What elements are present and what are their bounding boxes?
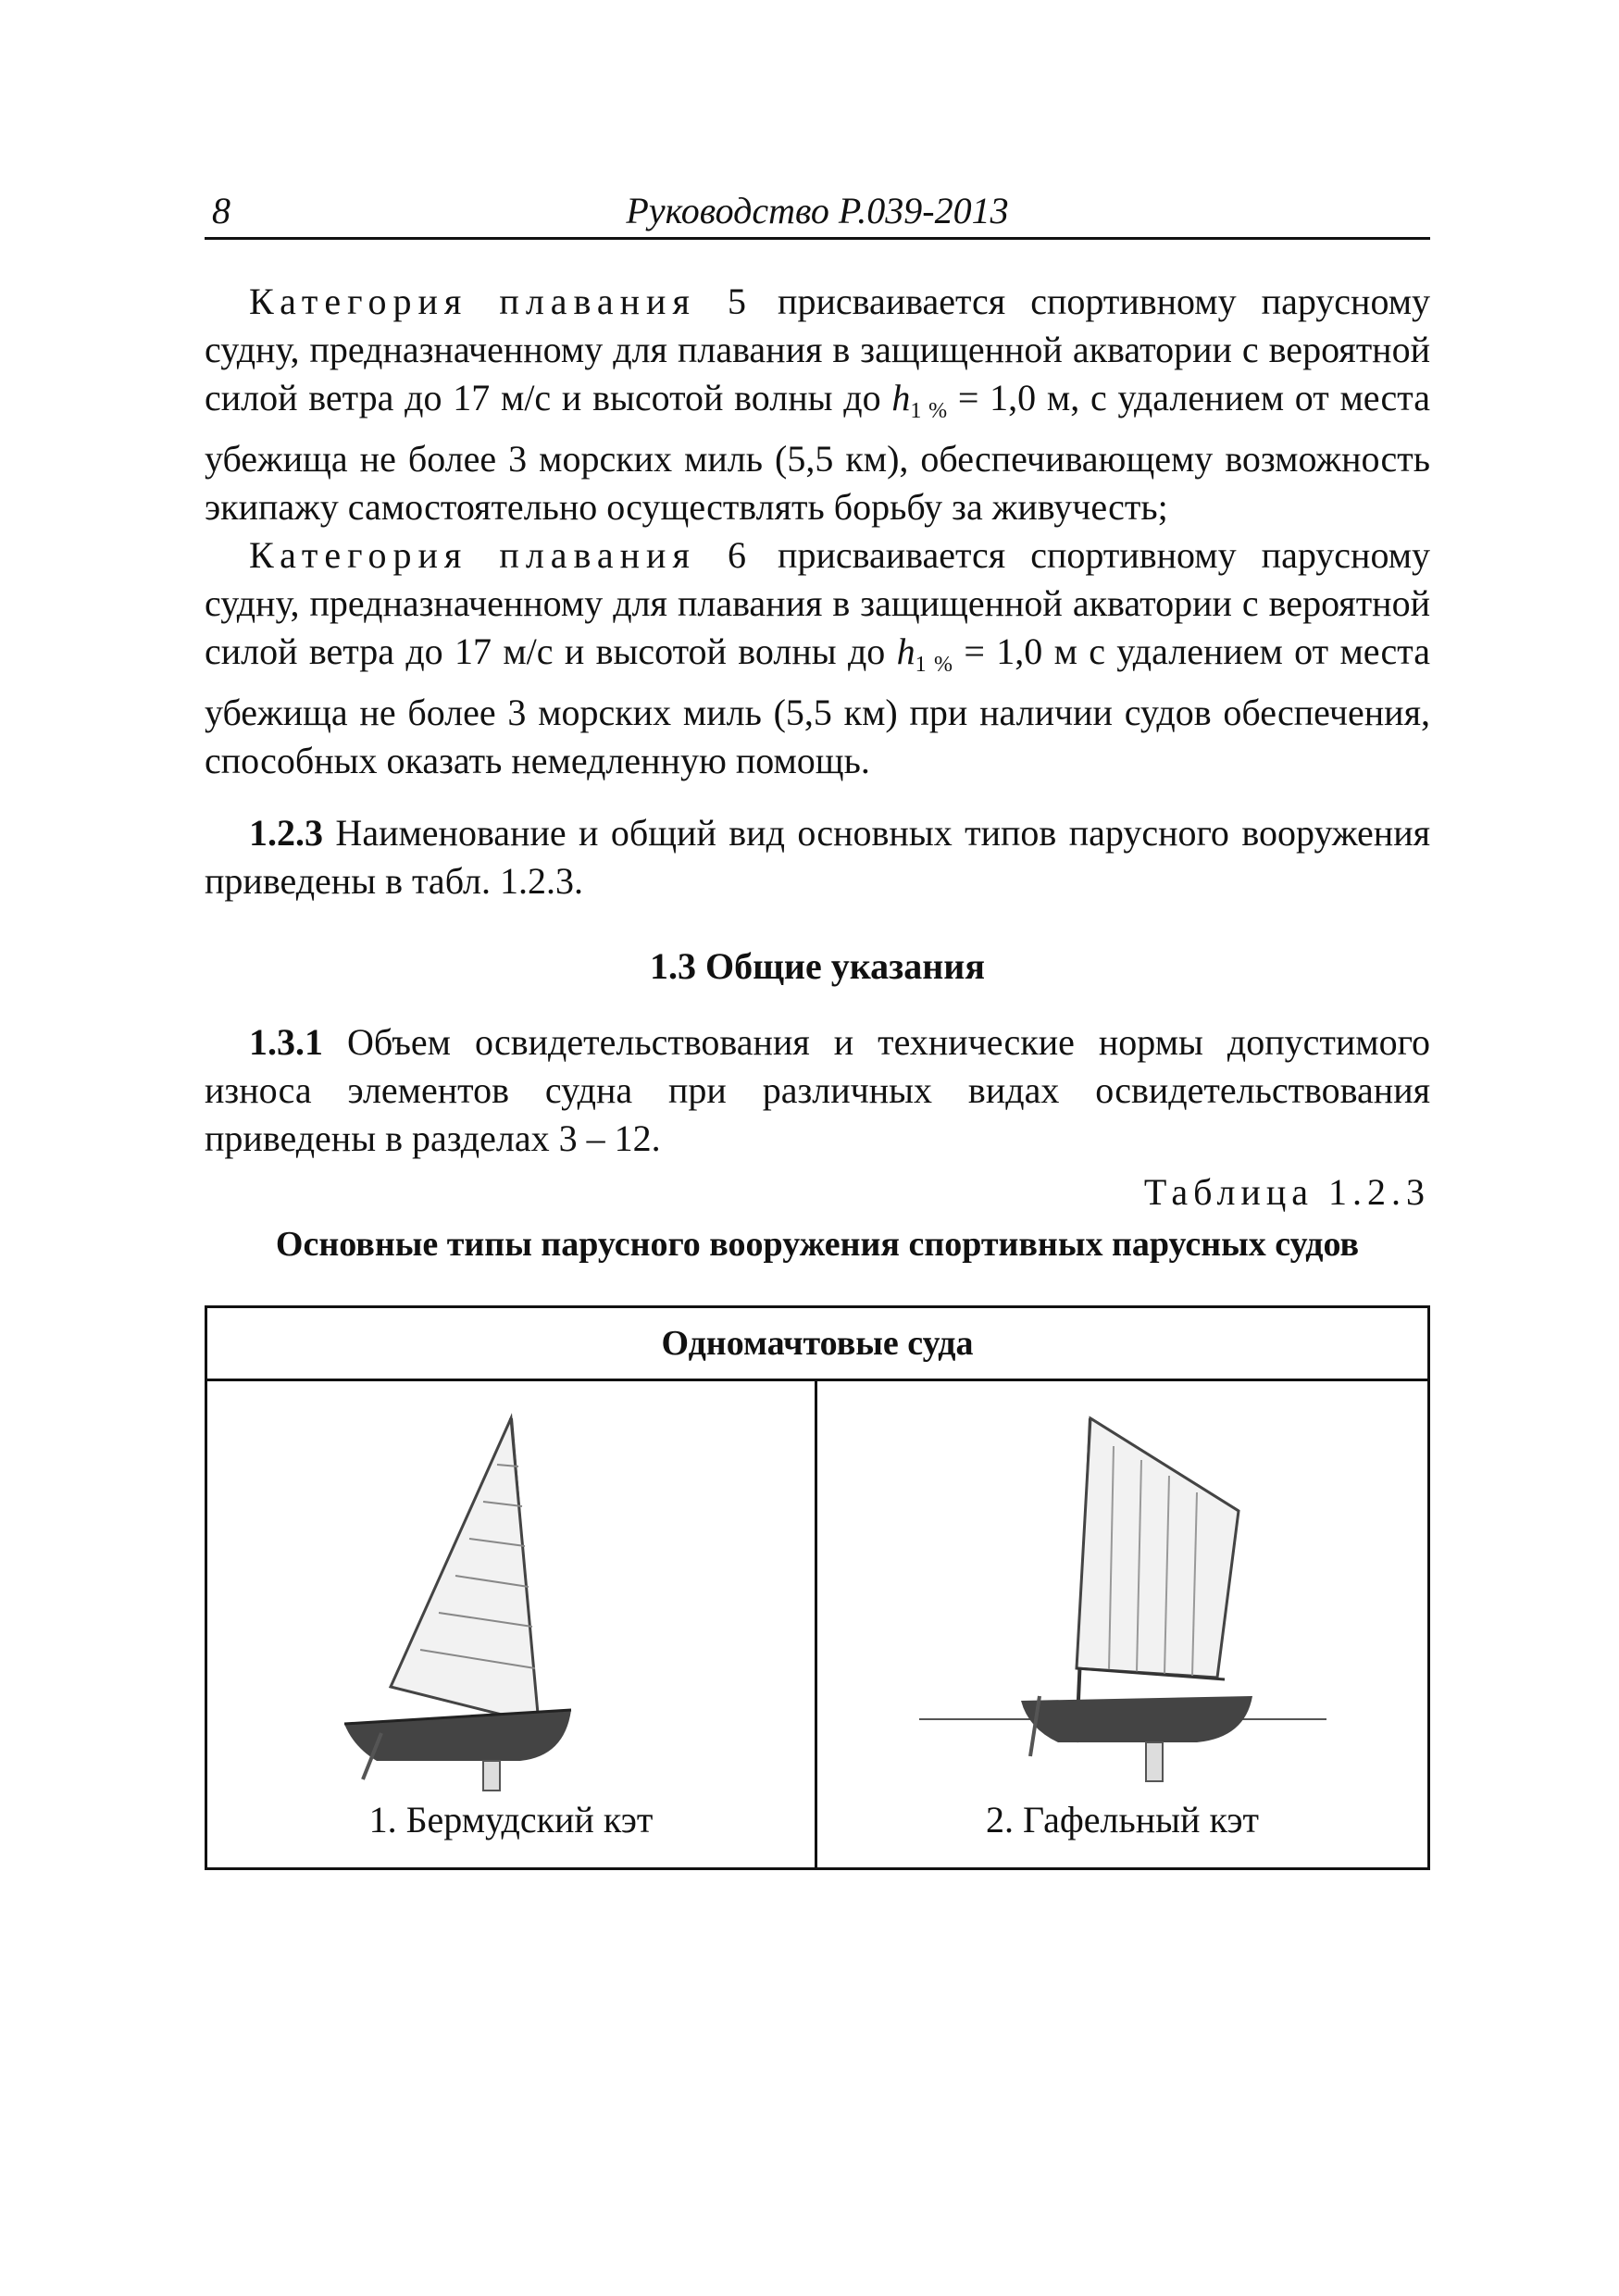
clause-number: 1.3.1 (249, 1021, 323, 1063)
table-cell-bermuda (207, 1381, 817, 1867)
table-cell-label: 1. Бермудский кэт (368, 1799, 654, 1841)
table-group-header: Одномачтовые суда (207, 1308, 1427, 1381)
wave-height-symbol: h (896, 630, 915, 672)
document-body (205, 278, 1430, 1268)
table-cell-gaff (817, 1381, 1427, 1867)
term-category-6: Категория плавания 6 (249, 534, 753, 576)
page-header (205, 185, 1430, 240)
bermuda-cat-boat-icon (307, 1391, 715, 1798)
paragraph-category-6: Категория плавания 6 присваивается спортивному парусному судну, предназначенному для плавания в защищенной акватории с вероятной силой ветра до 17 м/с и высотой волны до $h_{1 \%} = 1,0$ м с удалением от места убежища не более 3 морских миль (5,5 км) при наличии судов обеспечения, способных оказать немедленную помощь. (205, 534, 1431, 781)
section-heading-1-3: 1.3 Общие указания (650, 945, 985, 987)
wave-height-symbol: h (891, 377, 911, 418)
sail-types-table (205, 1305, 1430, 1870)
table-row (207, 1381, 1427, 1867)
paragraph-1-2-3: 1.2.3 Наименование и общий вид основных типов парусного вооружения приведены в табл. 1.2.3. (205, 812, 1430, 902)
wave-height-subscript: 1 % (910, 399, 948, 423)
paragraph-category-5: Категория плавания 5 присваивается спортивному парусному судну, предназначенному для плавания в защищенной акватории с вероятной силой ветра до 17 м/с и высотой волны до $h_{1 \%} = 1,0$ м, с удалением от места убежища не более 3 морских миль (5,5 км), обеспечивающему возможность экипажу самостоятельно осуществлять борьбу за живучесть; (205, 281, 1431, 528)
document-title: Руководство Р.039-2013 (626, 190, 1009, 231)
wave-height-subscript: 1 % (915, 653, 953, 677)
term-category-5: Категория плавания 5 (249, 281, 753, 322)
clause-number: 1.2.3 (249, 812, 323, 854)
table-caption: Основные типы парусного вооружения спортивных парусных судов (275, 1225, 1360, 1264)
table-label: Таблица 1.2.3 (1143, 1171, 1430, 1213)
table-cell-label: 2. Гафельный кэт (986, 1799, 1259, 1841)
page-number: 8 (212, 190, 230, 231)
gaff-cat-boat-icon (919, 1391, 1326, 1798)
paragraph-1-3-1: 1.3.1 Объем освидетельствования и технические нормы допустимого износа элементов судна при различных видах освидетельствования приведены в разделах 3 – 12. (205, 1021, 1430, 1159)
